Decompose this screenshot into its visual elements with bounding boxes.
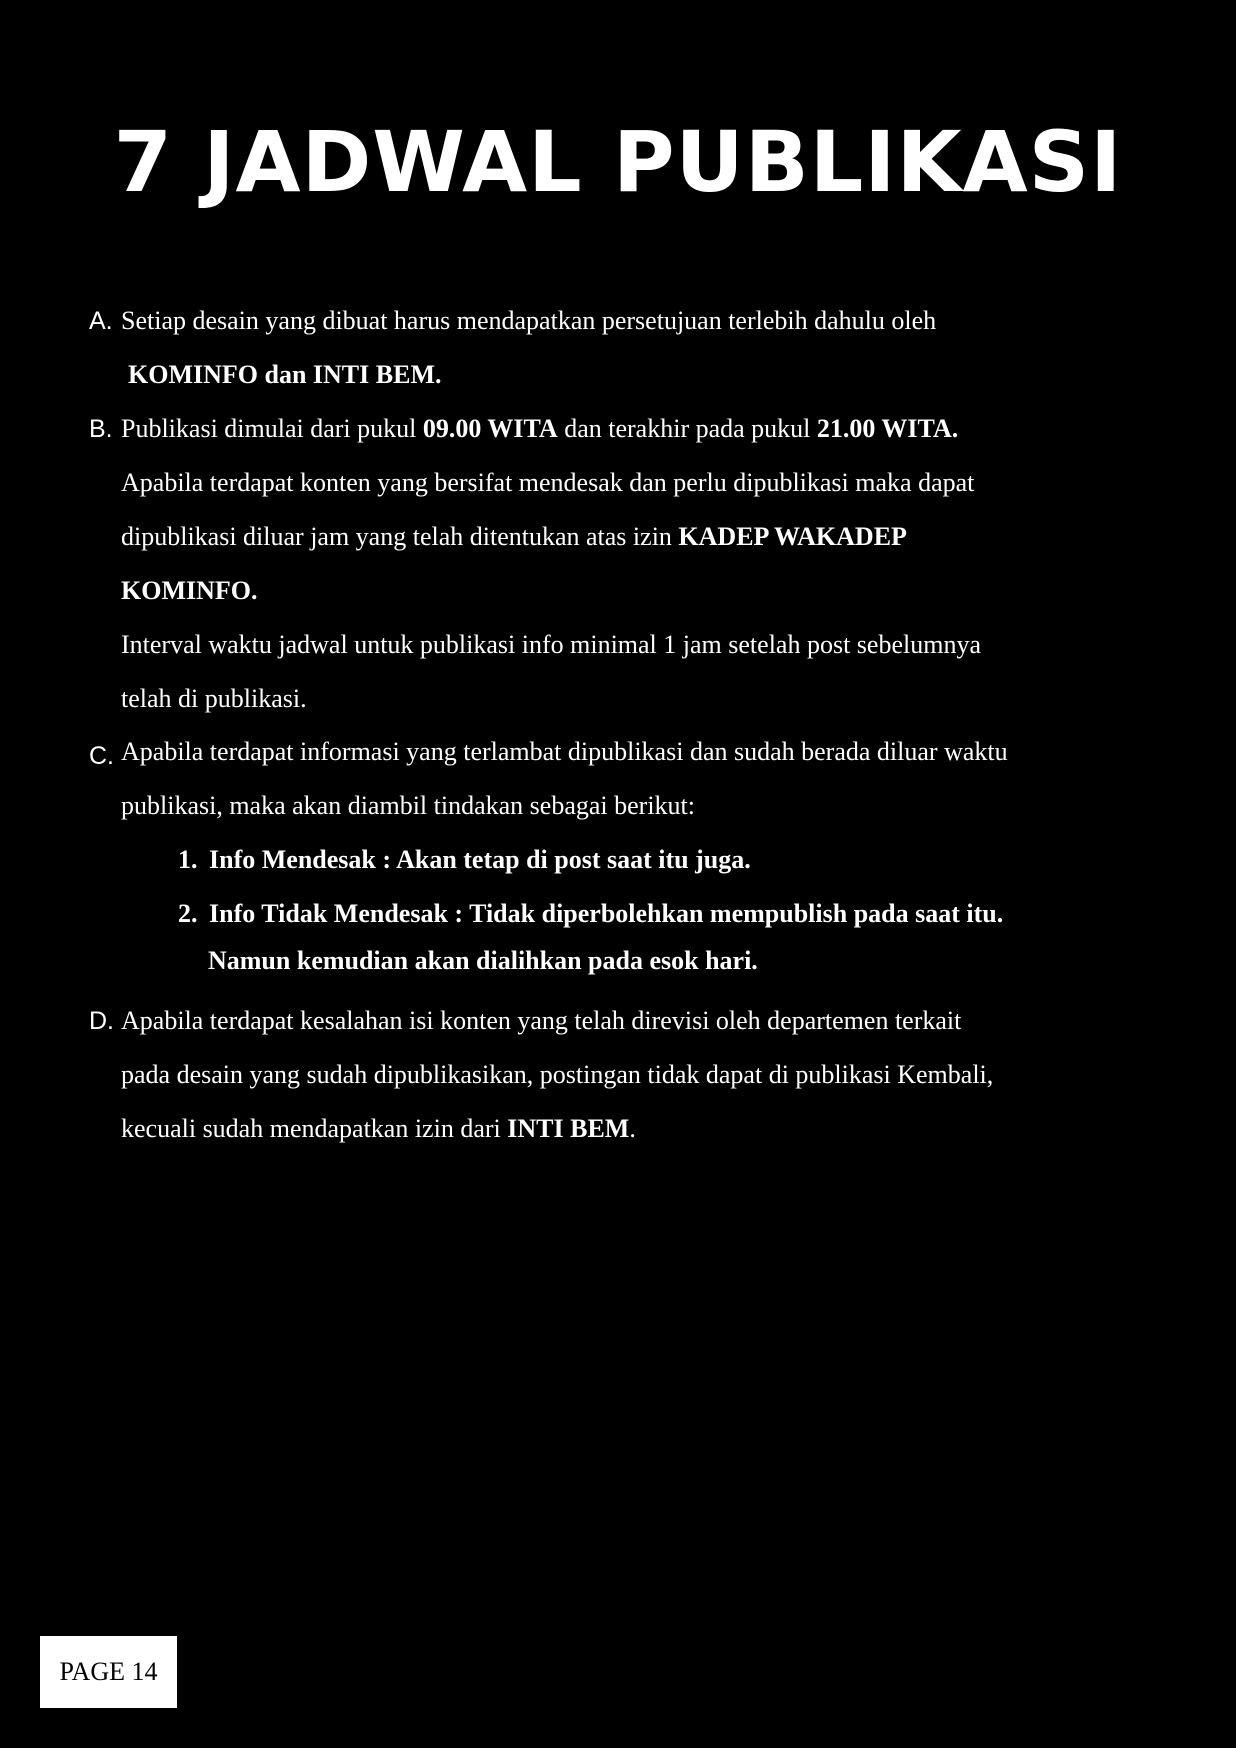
section-b-line-6: telah di publikasi. bbox=[121, 684, 307, 713]
authority-name: INTI BEM bbox=[507, 1114, 630, 1143]
end-time: 21.00 WITA. bbox=[816, 414, 959, 443]
section-b-line-2: Apabila terdapat konten yang bersifat mendesak dan perlu dipublikasi maka dapat bbox=[121, 468, 975, 497]
section-d-line-1: Apabila terdapat kesalahan isi konten yang telah direvisi oleh departemen terkait bbox=[121, 1006, 962, 1035]
start-time: 09.00 WITA bbox=[422, 414, 558, 443]
section-d-line-2: pada desain yang sudah dipublikasikan, postingan tidak dapat di publikasi Kembali, bbox=[121, 1060, 994, 1089]
list-item-1-text: Info Mendesak : Akan tetap di post saat itu juga. bbox=[209, 845, 751, 874]
section-d-line-3-end: . bbox=[629, 1114, 636, 1143]
section-d-line-3-text: kecuali sudah mendapatkan izin dari bbox=[121, 1114, 508, 1143]
section-b-line-1-text: Publikasi dimulai dari pukul bbox=[121, 414, 423, 443]
section-b-line-1-mid: dan terakhir pada pukul bbox=[557, 414, 817, 443]
section-c-marker: C. bbox=[89, 742, 114, 770]
section-b-line-3 bbox=[121, 510, 907, 564]
list-item-2-number: 2. bbox=[178, 899, 198, 928]
section-b-marker: B. bbox=[89, 415, 113, 443]
section-a-line-2: KOMINFO dan INTI BEM. bbox=[128, 360, 442, 389]
list-item-2-text: Info Tidak Mendesak : Tidak diperbolehkan mempublish pada saat itu. bbox=[209, 899, 1004, 928]
section-d-marker: D. bbox=[89, 1007, 114, 1035]
section-c-line-1: Apabila terdapat informasi yang terlambat dipublikasi dan sudah berada diluar waktu bbox=[121, 737, 1008, 766]
list-item-2-continuation: Namun kemudian akan dialihkan pada esok hari. bbox=[208, 946, 758, 975]
section-c-line-2: publikasi, maka akan diambil tindakan sebagai berikut: bbox=[121, 791, 696, 820]
section-b-line-5: Interval waktu jadwal untuk publikasi info minimal 1 jam setelah post sebelumnya bbox=[121, 630, 981, 659]
list-item-1-number: 1. bbox=[178, 845, 198, 874]
section-d-line-3 bbox=[121, 1102, 636, 1156]
section-b-line-1 bbox=[121, 402, 958, 456]
section-a-marker: A. bbox=[89, 307, 113, 335]
section-a-line-1: Setiap desain yang dibuat harus mendapatkan persetujuan terlebih dahulu oleh bbox=[121, 306, 937, 335]
section-b-line-3-text: dipublikasi diluar jam yang telah ditentukan atas izin bbox=[121, 522, 679, 551]
approver-name: KADEP WAKADEP bbox=[678, 522, 907, 551]
page-title: 7 JADWAL PUBLIKASI bbox=[113, 113, 1123, 211]
page-number-badge: PAGE 14 bbox=[40, 1636, 177, 1708]
section-b-line-4: KOMINFO. bbox=[121, 576, 258, 605]
